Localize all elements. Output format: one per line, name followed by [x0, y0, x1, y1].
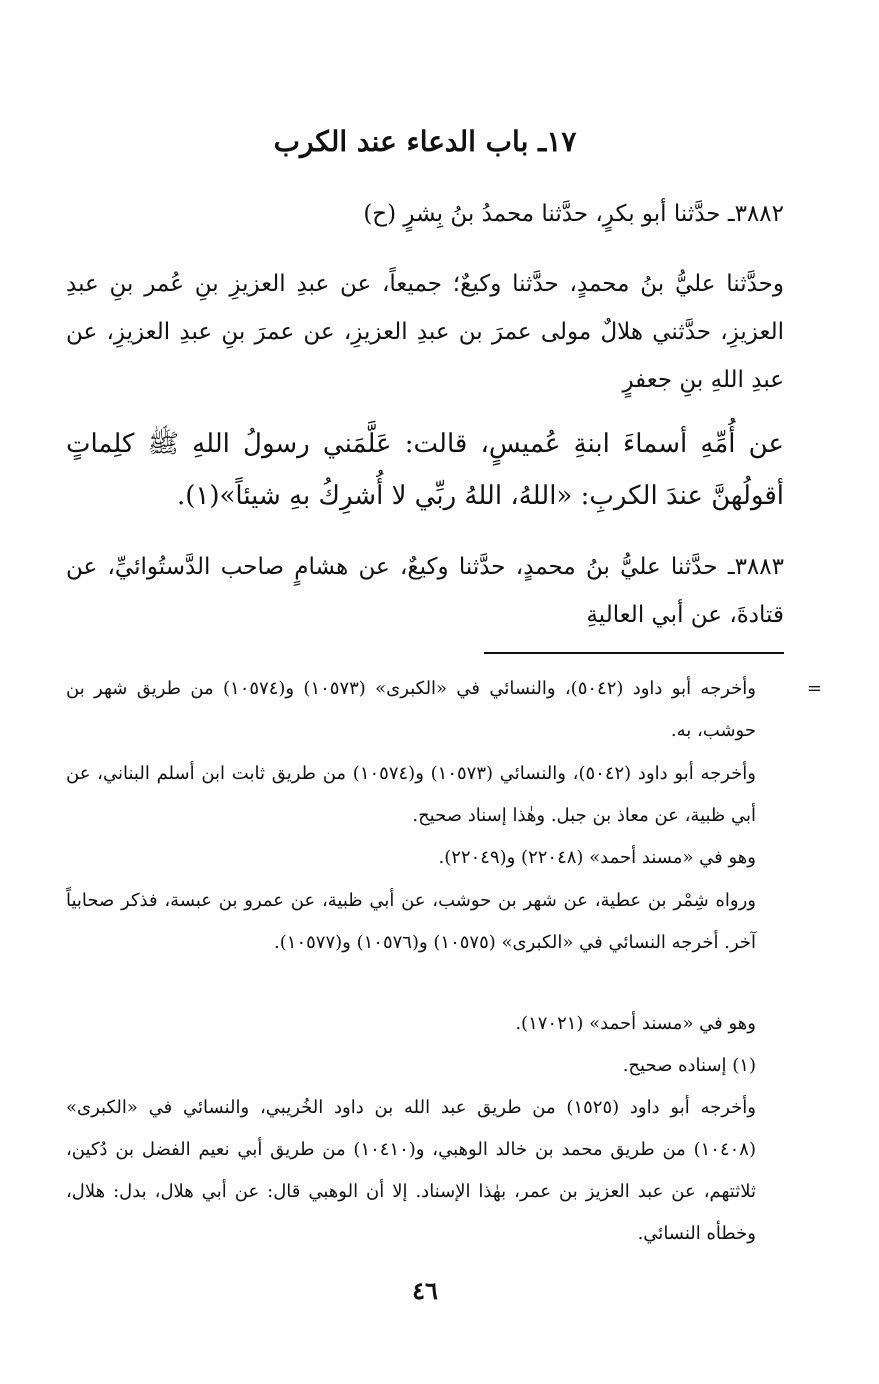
footnote-paragraph-3: وهو في «مسند أحمد» (٢٢٠٤٨) و(٢٢٠٤٩). — [438, 847, 756, 868]
footnote-paragraph-7: وأخرجه أبو داود (١٥٢٥) من طريق عبد الله بن داود الخُريبي، والنسائي في «الكبرى» (١٠٤٠٨) من طريق محمد بن خالد الوهبي، و(١٠٤١٠) من طريق أبي نعيم الفضل بن دُكين، ثلاثتهم، عن عبد العزيز بن عمر، بهٰذا الإسناد. إلا أن الوهبي قال: عن أبي هلال، بدل: هلال، وخطأه النسائي. — [66, 1097, 756, 1244]
footnote-text-1: وأخرجه أبو داود (٥٠٤٢)، والنسائي في «الكبرى» (١٠٥٧٣) و(١٠٥٧٤) من طريق شهر بن حوشب، به. — [66, 678, 756, 741]
hadith-3883-isnad: ٣٨٨٣ـ حدَّثنا عليُّ بنُ محمدٍ، حدَّثنا وكيعٌ، عن هشامٍ صاحب الدَّستُوائيِّ، عن قتادةَ، عن أبي العاليةِ — [66, 554, 784, 628]
chapter-heading: ١٧ـ باب الدعاء عند الكرب — [273, 125, 577, 158]
continuation-mark: = — [806, 678, 822, 699]
footnote-paragraph-5: وهو في «مسند أحمد» (١٧٠٢١). — [515, 1013, 756, 1034]
hadith-3882-matn: عن أُمِّهِ أسماءَ ابنةِ عُميسٍ، قالت: عَلَّمَني رسولُ اللهِ ﷺ كلِماتٍ أقولُهنَّ عندَ الكربِ: «اللهُ، اللهُ ربِّي لا أُشرِكُ بهِ شيئاً»(١). — [66, 429, 784, 511]
hadith-3882-isnad-first: ٣٨٨٢ـ حدَّثنا أبو بكرٍ، حدَّثنا محمدُ بنُ بِشرٍ (ح) — [363, 201, 784, 227]
footnote-paragraph-2: وأخرجه أبو داود (٥٠٤٢)، والنسائي (١٠٥٧٣) و(١٠٥٧٤) من طريق ثابت ابن أسلم البناني، عن أبي ظبية، عن معاذ بن جبل. وهٰذا إسناد صحيح. — [66, 763, 756, 826]
book-page — [66, 0, 822, 1384]
footnote-1-label: (١) إسناده صحيح. — [622, 1055, 756, 1076]
page-number: ٤٦ — [412, 1276, 438, 1305]
footnote-paragraph-1 — [66, 668, 822, 752]
hadith-3882-isnad-second: وحدَّثنا عليُّ بنُ محمدٍ، حدَّثنا وكيعٌ؛ جميعاً، عن عبدِ العزيزِ بنِ عُمر بنِ عبدِ العزيزِ، حدَّثني هلالٌ مولى عمرَ بن عبدِ العزيزِ، عن عمرَ بنِ عبدِ العزيزِ، عن عبدِ اللهِ بنِ جعفرٍ — [66, 271, 784, 393]
footnote-paragraph-4: ورواه شِمْر بن عطية، عن شهر بن حوشب، عن أبي ظبية، عن عمرو بن عبسة، فذكر صحابياً آخر. أخرجه النسائي في «الكبرى» (١٠٥٧٥) و(١٠٥٧٦) و(١٠٥٧٧). — [66, 890, 756, 953]
footnote-separator — [484, 652, 784, 654]
